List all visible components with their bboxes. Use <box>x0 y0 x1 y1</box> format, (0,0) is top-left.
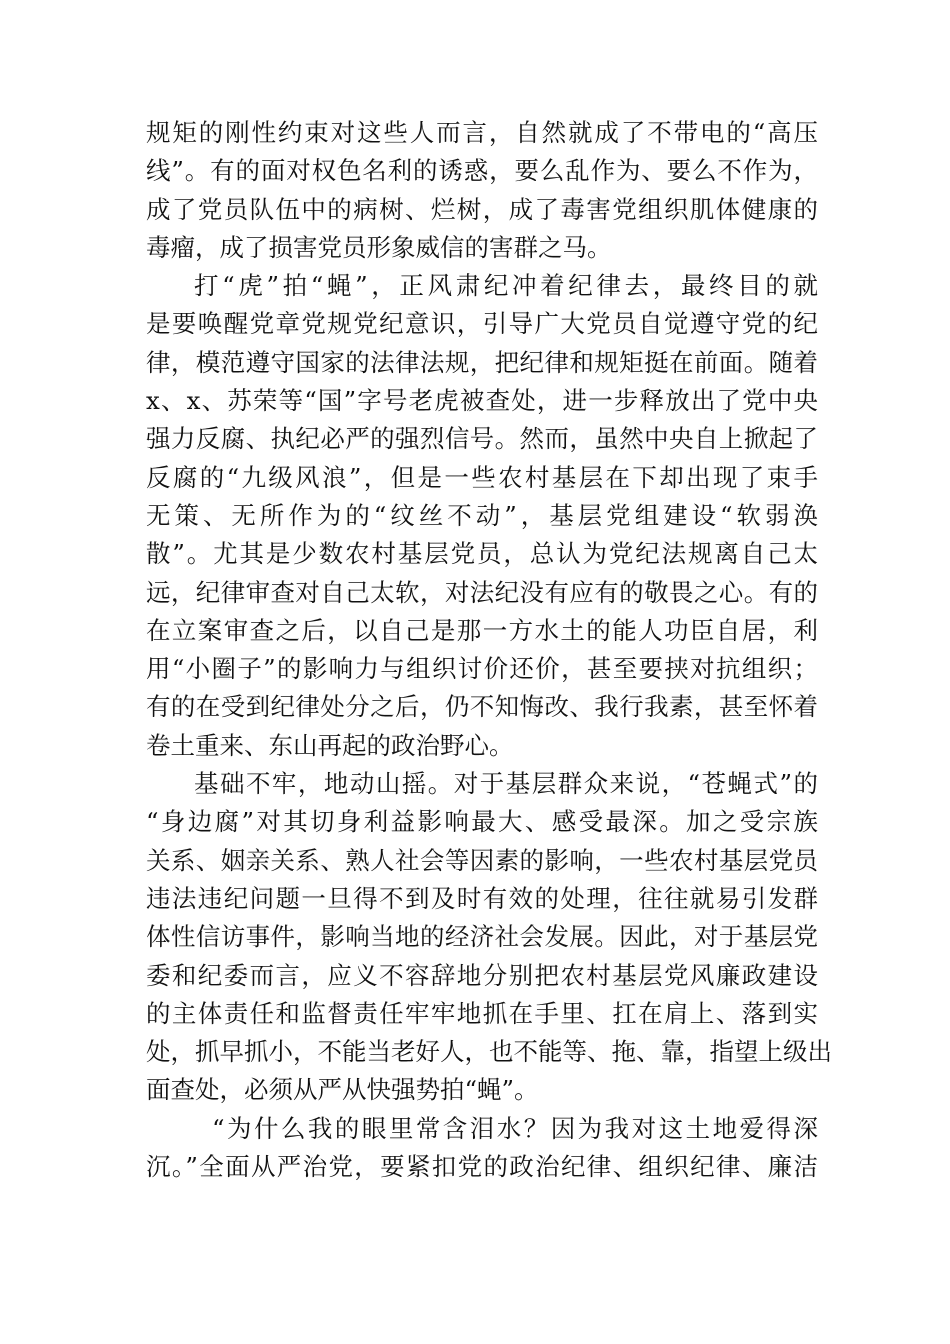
paragraph-2-line-4: x、x、苏荣等“国”字号老虎被查处，进一步释放出了党中央 <box>146 386 818 416</box>
paragraph-3-line-1: 基础不牢，地动山摇。对于基层群众来说，“苍蝇式”的 <box>194 769 818 799</box>
paragraph-1-line-1: 规矩的刚性约束对这些人而言，自然就成了不带电的“高压 <box>146 118 818 147</box>
paragraph-2-line-1: 打“虎”拍“蝇”，正风肃纪冲着纪律去，最终目的就 <box>194 271 818 301</box>
paragraph-2-line-12: 有的在受到纪律处分之后，仍不知悔改、我行我素，甚至怀着 <box>146 692 818 722</box>
paragraph-2-line-9: 远，纪律审查对自己太软，对法纪没有应有的敬畏之心。有的 <box>146 577 818 607</box>
paragraph-3-line-6: 委和纪委而言，应义不容辞地分别把农村基层党风廉政建设 <box>146 960 818 990</box>
paragraph-4-line-1: “为什么我的眼里常含泪水？因为我对这土地爱得深 <box>212 1113 818 1143</box>
paragraph-1-line-4: 毒瘤，成了损害党员形象威信的害群之马。 <box>146 232 612 262</box>
paragraph-2-line-5: 强力反腐、执纪必严的强烈信号。然而，虽然中央自上掀起了 <box>146 424 818 454</box>
paragraph-2-line-6: 反腐的“九级风浪”，但是一些农村基层在下却出现了束手 <box>146 462 818 492</box>
paragraph-2-line-7: 无策、无所作为的“纹丝不动”，基层党组建设“软弱涣 <box>146 500 818 530</box>
paragraph-3-line-4: 违法违纪问题一旦得不到及时有效的处理，往往就易引发群 <box>146 883 818 913</box>
paragraph-2-line-3: 律，模范遵守国家的法律法规，把纪律和规矩挺在前面。随着 <box>146 347 818 377</box>
paragraph-2-line-11: 用“小圈子”的影响力与组织讨价还价，甚至要挟对抗组织； <box>146 654 818 684</box>
paragraph-3-line-8: 处，抓早抓小，不能当老好人，也不能等、拖、靠，指望上级出 <box>146 1037 832 1067</box>
paragraph-1-line-2: 线”。有的面对权色名利的诱惑，要么乱作为、要么不作为， <box>146 156 818 186</box>
paragraph-2-line-13: 卷土重来、东山再起的政治野心。 <box>146 730 514 760</box>
paragraph-4-line-2: 沉。”全面从严治党，要紧扣党的政治纪律、组织纪律、廉洁 <box>146 1152 818 1182</box>
paragraph-3-line-9: 面查处，必须从严从快强势拍“蝇”。 <box>146 1075 539 1105</box>
paragraph-3-line-5: 体性信访事件，影响当地的经济社会发展。因此，对于基层党 <box>146 922 818 952</box>
document-body <box>146 114 832 1186</box>
paragraph-2-line-8: 散”。尤其是少数农村基层党员，总认为党纪法规离自己太 <box>146 539 818 569</box>
paragraph-2-line-2: 是要唤醒党章党规党纪意识，引导广大党员自觉遵守党的纪 <box>146 309 818 339</box>
paragraph-3-line-2: “身边腐”对其切身利益影响最大、感受最深。加之受宗族 <box>146 807 818 837</box>
paragraph-3-line-3: 关系、姻亲关系、熟人社会等因素的影响，一些农村基层党员 <box>146 845 818 875</box>
paragraph-2-line-10: 在立案审查之后，以自己是那一方水土的能人功臣自居，利 <box>146 615 818 645</box>
paragraph-1-line-3: 成了党员队伍中的病树、烂树，成了毒害党组织肌体健康的 <box>146 194 818 224</box>
paragraph-3-line-7: 的主体责任和监督责任牢牢地抓在手里、扛在肩上、落到实 <box>146 998 818 1028</box>
